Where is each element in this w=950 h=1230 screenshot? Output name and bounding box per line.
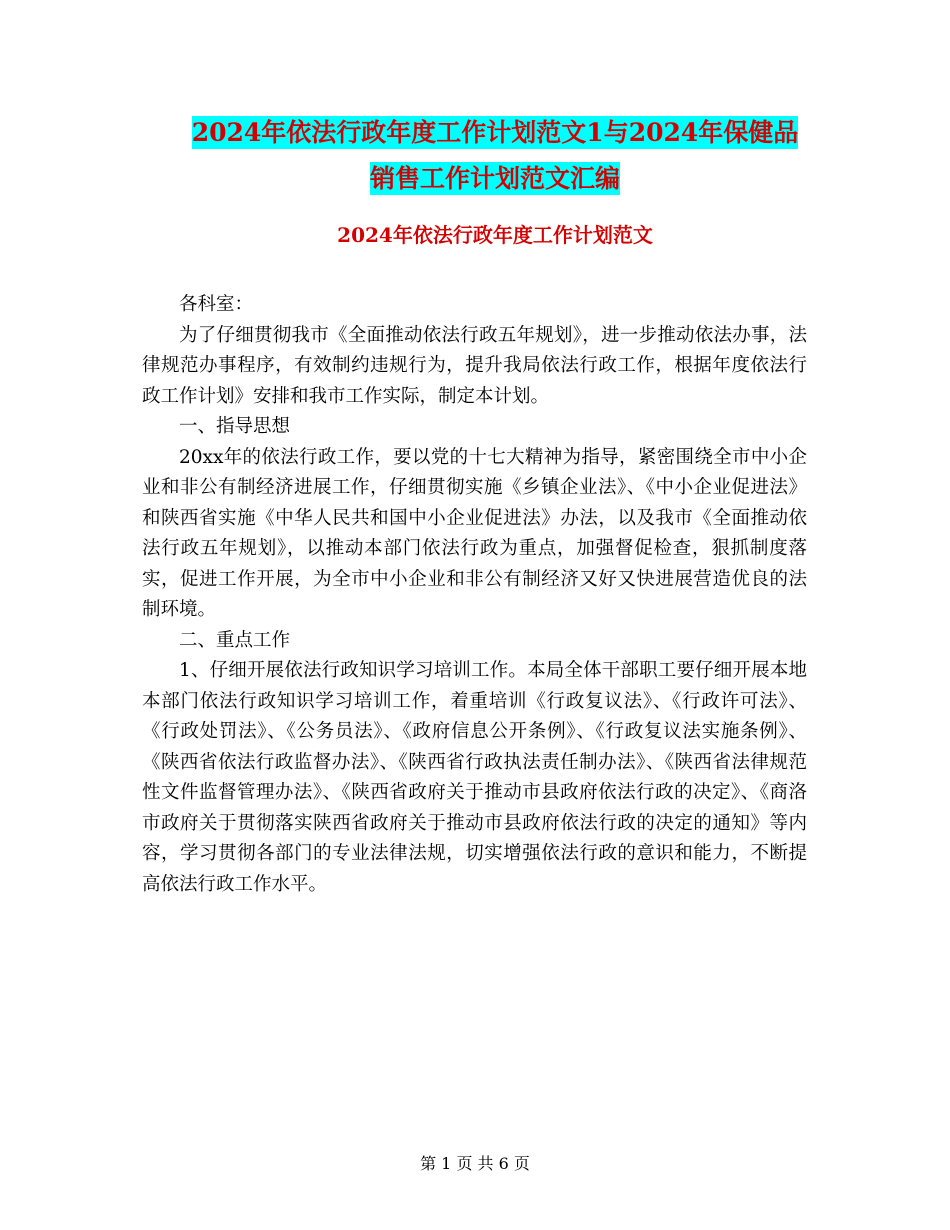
page-footer xyxy=(0,1152,950,1176)
heading-guiding-thought: 一、指导思想 xyxy=(179,416,291,437)
paragraph-key-work-1: 1、仔细开展依法行政知识学习培训工作。本局全体干部职工要仔细开展本地本部门依法行政知识学习培训工作，着重培训《行政复议法》、《行政许可法》、《行政处罚法》、《公务员法》、《政府信息公开条例》、《行政复议法实施条例》、《陕西省依法行政监督办法》、《陕西省行政执法责任制办法》、《陕西省法律规范性文件监督管理办法》、《陕西省政府关于推动市县政府依法行政的决定》、《商洛市政府关于贯彻落实陕西省政府关于推动市县政府依法行政的决定的通知》等内容，学习贯彻各部门的专业法律法规，切实增强依法行政的意识和能力，不断提高依法行政工作水平。 xyxy=(142,660,807,895)
heading-key-work: 二、重点工作 xyxy=(179,629,291,651)
document-body xyxy=(142,290,807,900)
paragraph-guiding-thought: 20xx年的依法行政工作，要以党的十七大精神为指导，紧密围绕全市中小企业和非公有制经济进展工作，仔细贯彻实施《乡镇企业法》、《中小企业促进法》和陕西省实施《中华人民共和国中小企业促进法》办法，以及我市《全面推动依法行政五年规划》，以推动本部门依法行政为重点，加强督促检查，狠抓制度落实，促进工作开展，为全市中小企业和非公有制经济又好又快进展营造优良的法制环境。 xyxy=(142,446,807,620)
title-line-2: 销售工作计划范文汇编 xyxy=(369,164,620,193)
title-line-1: 2024年依法行政年度工作计划范文1与2024年保健品 xyxy=(191,118,799,147)
page-number: 第 1 页 共 6 页 xyxy=(420,1154,530,1173)
paragraph-intro: 为了仔细贯彻我市《全面推动依法行政五年规划》，进一步推动依法办事，法律规范办事程序，有效制约违规行为，提升我局依法行政工作，根据年度依法行政工作计划》安排和我市工作实际，制定本计划。 xyxy=(142,324,807,407)
section-title: 2024年依法行政年度工作计划范文 xyxy=(337,223,653,247)
document-title xyxy=(140,110,850,202)
paragraph-salutation: 各科室： xyxy=(179,294,254,315)
